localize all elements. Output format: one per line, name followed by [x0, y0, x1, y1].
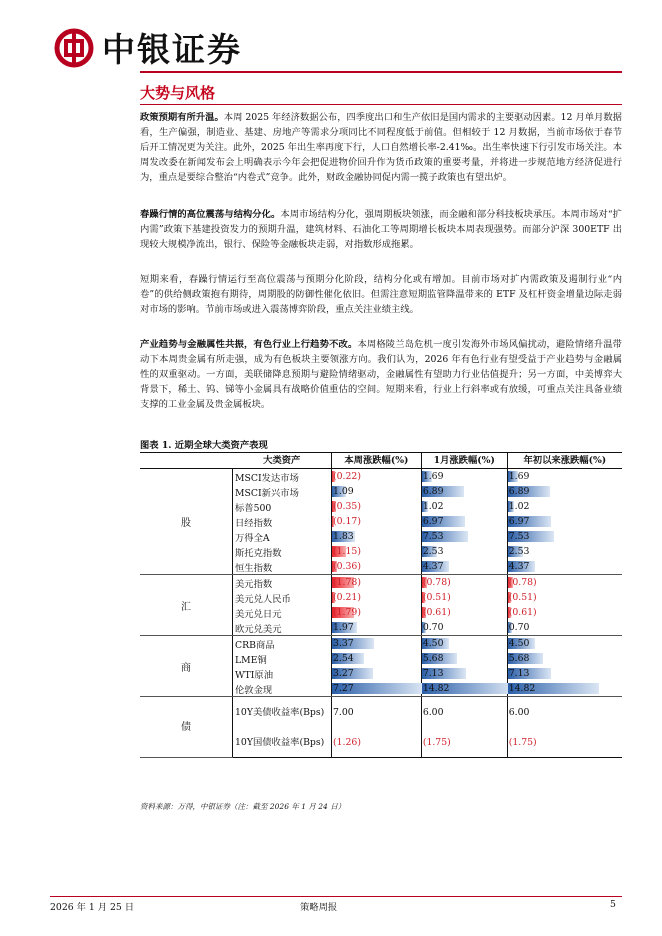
value-cell-month [421, 666, 507, 681]
value-text: (0.22) [333, 471, 361, 482]
value-text: (0.36) [333, 561, 361, 572]
asset-name: 恒生指数 [233, 559, 332, 575]
value-text: 6.00 [508, 706, 530, 718]
value-text: (0.78) [508, 577, 537, 588]
paragraph-lead: 政策预期有所升温。 [140, 112, 224, 123]
value-text: (1.26) [333, 736, 361, 748]
value-text: (1.78) [333, 577, 361, 588]
value-text: (0.17) [333, 516, 361, 527]
table-row [140, 636, 622, 652]
value-cell-week [332, 559, 422, 575]
paragraph-lead: 产业趋势与金融属性共振，有色行业上行趋势不改。 [140, 339, 358, 350]
value-cell-ytd [507, 636, 622, 652]
asset-name: 日经指数 [233, 514, 332, 529]
value-cell-month [421, 575, 507, 591]
value-text: 3.37 [333, 638, 354, 649]
brand-logo [54, 24, 242, 71]
asset-performance-table [140, 452, 622, 758]
header-ytd: 年初以来涨跌幅(%) [507, 453, 622, 469]
asset-name: WTI原油 [233, 666, 332, 681]
value-text: 7.53 [508, 531, 530, 542]
table-header-row [140, 453, 622, 469]
paragraph-outlook [140, 272, 622, 317]
asset-name: 欧元兑美元 [233, 620, 332, 636]
asset-group-label: 股 [140, 469, 233, 575]
value-text: (1.75) [422, 736, 451, 748]
value-cell-month [421, 636, 507, 652]
value-cell-ytd [507, 605, 622, 620]
value-text: (1.15) [333, 546, 361, 557]
value-cell-ytd [507, 620, 622, 636]
value-cell-ytd [507, 697, 622, 728]
value-cell-week [332, 651, 422, 666]
value-text: 1.69 [508, 471, 530, 482]
section-rule [140, 104, 622, 105]
value-cell-month [421, 559, 507, 575]
paragraph-body: 本周市场结构分化，强周期板块领涨，而金融和部分科技板块承压。本周市场对“扩内需”政策下基建投资发力的预期升温，建筑材料、石油化工等周期增长板块本周表现强势。而部分沪深 300ETF 出现较大规模净流出，银行、保险等金融板块走弱，对指数形成拖累。 [140, 209, 622, 250]
value-text: 4.37 [508, 561, 530, 572]
footer-date: 2026 年 1 月 25 日 [50, 902, 135, 913]
value-text: 7.13 [422, 668, 444, 679]
value-text: 6.97 [508, 516, 530, 527]
value-cell-week [332, 636, 422, 652]
value-cell-week [332, 529, 422, 544]
figure-source: 资料来源：万得，中银证券（注：截至 2026 年 1 月 24 日） [140, 802, 346, 811]
value-text: (0.21) [333, 592, 361, 603]
value-text: 1.02 [422, 501, 444, 512]
value-text: 1.69 [422, 471, 444, 482]
paragraph-body: 本周 2025 年经济数据公布，四季度出口和生产依旧是国内需求的主要驱动因素。12 月单月数据看，生产偏强，制造业、基建、房地产等需求分项同比不同程度低于前值。但相较于 12 月数据，当前市场依于春节后开工情况更为关注。此外，2025 年出生率再度下行，人口自然增长率-2.41‰。出生率快速下行引发市场关注。本周发改委在新闻发布会上明确表示今年会把促进物价回升作为货币政策的重要考量，并将进一步规范地方经济促进行为，重点是要综合整治“内卷式”竞争。此外，财政金融协同促内需一揽子政策也有望出炉。 [140, 112, 622, 183]
asset-name: 美元指数 [233, 575, 332, 591]
value-cell-month [421, 620, 507, 636]
value-text: 5.68 [508, 653, 530, 664]
asset-group-label: 商 [140, 636, 233, 697]
value-text: 1.97 [333, 622, 354, 633]
value-cell-ytd [507, 575, 622, 591]
header-rule [140, 71, 622, 73]
value-cell-month [421, 727, 507, 758]
value-cell-month [421, 514, 507, 529]
value-cell-week [332, 697, 422, 728]
value-cell-week [332, 727, 422, 758]
page-number: 5 [610, 899, 616, 910]
value-cell-month [421, 544, 507, 559]
section-title: 大势与风格 [140, 84, 216, 102]
value-text: (0.51) [508, 592, 537, 603]
value-text: (0.35) [333, 501, 361, 512]
value-cell-week [332, 666, 422, 681]
paragraph-body: 短期来看，春躁行情运行至高位震荡与预期分化阶段，结构分化或有增加。目前市场对扩内需政策及遏制行业“内卷”的供给侧政策抱有期待，周期股的防御性催化依旧。但需注意短期监管降温带来的 ETF 及杠杆资金增量边际走弱对市场的影响。节前市场或进入震荡博弈阶段，重点关注业绩主线。 [140, 274, 622, 315]
value-cell-month [421, 697, 507, 728]
value-text: 7.53 [422, 531, 444, 542]
value-text: 4.50 [508, 638, 530, 649]
asset-name: 标普500 [233, 499, 332, 514]
header-week: 本周涨跌幅(%) [332, 453, 422, 469]
value-text: (0.78) [422, 577, 451, 588]
asset-name: MSCI新兴市场 [233, 484, 332, 499]
value-cell-month [421, 590, 507, 605]
paragraph-lead: 春躁行情的高位震荡与结构分化。 [140, 209, 281, 220]
paragraph-nonferrous [140, 337, 622, 412]
value-cell-week [332, 681, 422, 697]
value-cell-ytd [507, 681, 622, 697]
value-text: 3.27 [333, 668, 354, 679]
value-text: (1.75) [508, 736, 537, 748]
header-month: 1月涨跌幅(%) [421, 453, 507, 469]
value-text: 7.27 [333, 683, 354, 694]
value-cell-ytd [507, 559, 622, 575]
value-text: (1.79) [333, 607, 361, 618]
value-cell-month [421, 499, 507, 514]
asset-name: CRB商品 [233, 636, 332, 652]
asset-name: LME铜 [233, 651, 332, 666]
value-cell-ytd [507, 651, 622, 666]
value-text: 6.89 [422, 486, 444, 497]
asset-name: 万得全A [233, 529, 332, 544]
value-cell-week [332, 469, 422, 485]
value-cell-month [421, 529, 507, 544]
value-text: 14.82 [422, 683, 450, 694]
value-text: 4.37 [422, 561, 444, 572]
bank-of-china-logo-icon [54, 28, 94, 68]
paragraph-body: 本周格陵兰岛危机一度引发海外市场风偏扰动，避险情绪升温带动下本周贵金属有所走强，成为有色板块主要领涨方向。我们认为，2026 年有色行业有望受益于产业趋势与金融属性的双重驱动。一方面，美联储降息预期与避险情绪驱动，金融属性有望助力行业估值提升；另一方面，中美博弈大背景下，稀土、钨、锑等小金属具有战略价值重估的空间。短期来看，行业上行斜率或有放缓，可重点关注具备业绩支撑的工业金属及贵金属板块。 [140, 339, 622, 410]
table-row [140, 469, 622, 485]
value-text: 1.02 [508, 501, 530, 512]
value-cell-ytd [507, 514, 622, 529]
asset-name: 10Y美债收益率(Bps) [233, 697, 332, 728]
asset-name: 美元兑日元 [233, 605, 332, 620]
paragraph-policy [140, 110, 622, 185]
value-text: (0.61) [508, 607, 537, 618]
value-cell-month [421, 651, 507, 666]
table-row [140, 575, 622, 591]
value-text: 0.70 [422, 622, 444, 633]
value-text: 6.89 [508, 486, 530, 497]
value-cell-week [332, 544, 422, 559]
value-text: (0.61) [422, 607, 451, 618]
value-text: 14.82 [508, 683, 536, 694]
asset-name: MSCI发达市场 [233, 469, 332, 485]
header-asset: 大类资产 [233, 453, 332, 469]
asset-group-label: 债 [140, 697, 233, 758]
value-text: 1.09 [333, 486, 354, 497]
value-text: 2.54 [333, 653, 354, 664]
value-text: 2.53 [508, 546, 530, 557]
header-group-cell [140, 453, 233, 469]
footer-title: 策略周报 [300, 902, 338, 913]
asset-name: 伦敦金现 [233, 681, 332, 697]
value-cell-ytd [507, 469, 622, 485]
value-text: 0.70 [508, 622, 530, 633]
value-cell-ytd [507, 727, 622, 758]
asset-name: 美元兑人民币 [233, 590, 332, 605]
value-cell-ytd [507, 529, 622, 544]
value-text: 7.13 [508, 668, 530, 679]
value-cell-ytd [507, 499, 622, 514]
value-cell-ytd [507, 590, 622, 605]
value-cell-week [332, 620, 422, 636]
value-cell-week [332, 590, 422, 605]
value-text: 1.83 [333, 531, 354, 542]
value-text: 5.68 [422, 653, 444, 664]
value-cell-week [332, 514, 422, 529]
value-text: 7.00 [333, 706, 354, 718]
asset-name: 斯托克指数 [233, 544, 332, 559]
value-cell-ytd [507, 666, 622, 681]
value-cell-week [332, 484, 422, 499]
value-text: (0.51) [422, 592, 451, 603]
value-cell-week [332, 575, 422, 591]
value-cell-ytd [507, 544, 622, 559]
value-text: 2.53 [422, 546, 444, 557]
table-row [140, 697, 622, 728]
brand-name: 中银证券 [102, 30, 242, 69]
value-text: 6.97 [422, 516, 444, 527]
value-text: 6.00 [422, 706, 444, 718]
value-cell-month [421, 681, 507, 697]
asset-group-label: 汇 [140, 575, 233, 636]
value-cell-week [332, 499, 422, 514]
value-text: 4.50 [422, 638, 444, 649]
footer-rule [50, 896, 622, 897]
asset-name: 10Y国债收益率(Bps) [233, 727, 332, 758]
value-cell-week [332, 605, 422, 620]
value-cell-month [421, 469, 507, 485]
value-cell-month [421, 605, 507, 620]
value-cell-month [421, 484, 507, 499]
figure-title: 图表 1. 近期全球大类资产表现 [140, 440, 268, 451]
value-cell-ytd [507, 484, 622, 499]
paragraph-market-structure [140, 207, 622, 252]
